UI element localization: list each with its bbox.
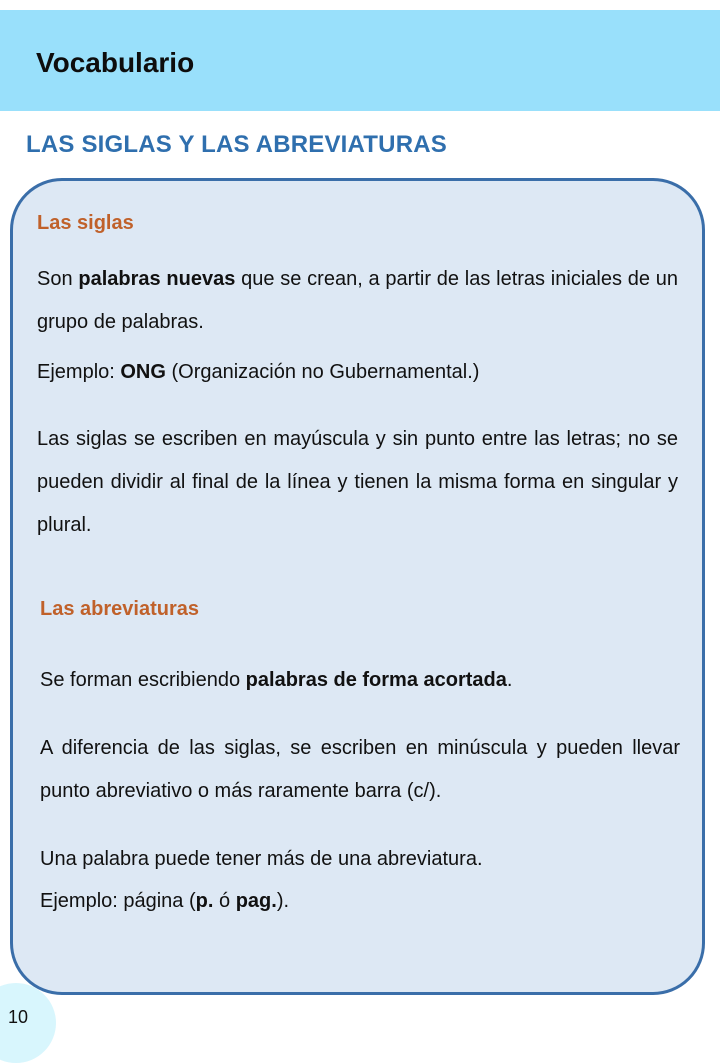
abreviaturas-def-post: . (506, 669, 513, 691)
abreviaturas-example-post: ). (276, 890, 290, 912)
abreviaturas-example-bold-1: p. (195, 890, 214, 912)
siglas-example-pre: Ejemplo: (37, 361, 121, 383)
abreviaturas-example (40, 887, 289, 915)
abreviaturas-example-bold-2: pag. (235, 890, 277, 912)
siglas-rules: Las siglas se escriben en mayúscula y sin punto entre las letras; no se pueden dividir al final de la línea y tienen la misma forma en singular y plural. (37, 428, 678, 536)
siglas-def-pre: Son (37, 268, 79, 290)
siglas-def-bold: palabras nuevas (78, 268, 236, 290)
section-title: LAS SIGLAS Y LAS ABREVIATURAS (26, 131, 447, 158)
abreviaturas-example-pre: Ejemplo: página ( (40, 890, 196, 912)
abreviaturas-multiple: Una palabra puede tener más de una abreviatura. (40, 848, 483, 870)
siglas-def-post: que se crean, a partir de las letras iniciales de un grupo de palabras. (37, 268, 678, 333)
siglas-heading: Las siglas (37, 212, 134, 234)
abreviaturas-difference: A diferencia de las siglas, se escriben en minúscula y pueden llevar punto abreviativo o más raramente barra (c/). (40, 737, 680, 802)
abreviaturas-example-mid: ó (213, 890, 236, 912)
siglas-example-post: (Organización no Gubernamental.) (165, 361, 480, 383)
siglas-example (37, 358, 479, 386)
abreviaturas-def-bold: palabras de forma acortada (245, 669, 507, 691)
abreviaturas-definition (40, 666, 512, 694)
siglas-definition (37, 258, 678, 344)
page-number: 10 (8, 1007, 29, 1027)
abreviaturas-def-pre: Se forman escribiendo (40, 669, 246, 691)
abreviaturas-heading: Las abreviaturas (40, 598, 199, 620)
siglas-example-bold: ONG (120, 361, 166, 383)
header-title: Vocabulario (36, 47, 195, 78)
